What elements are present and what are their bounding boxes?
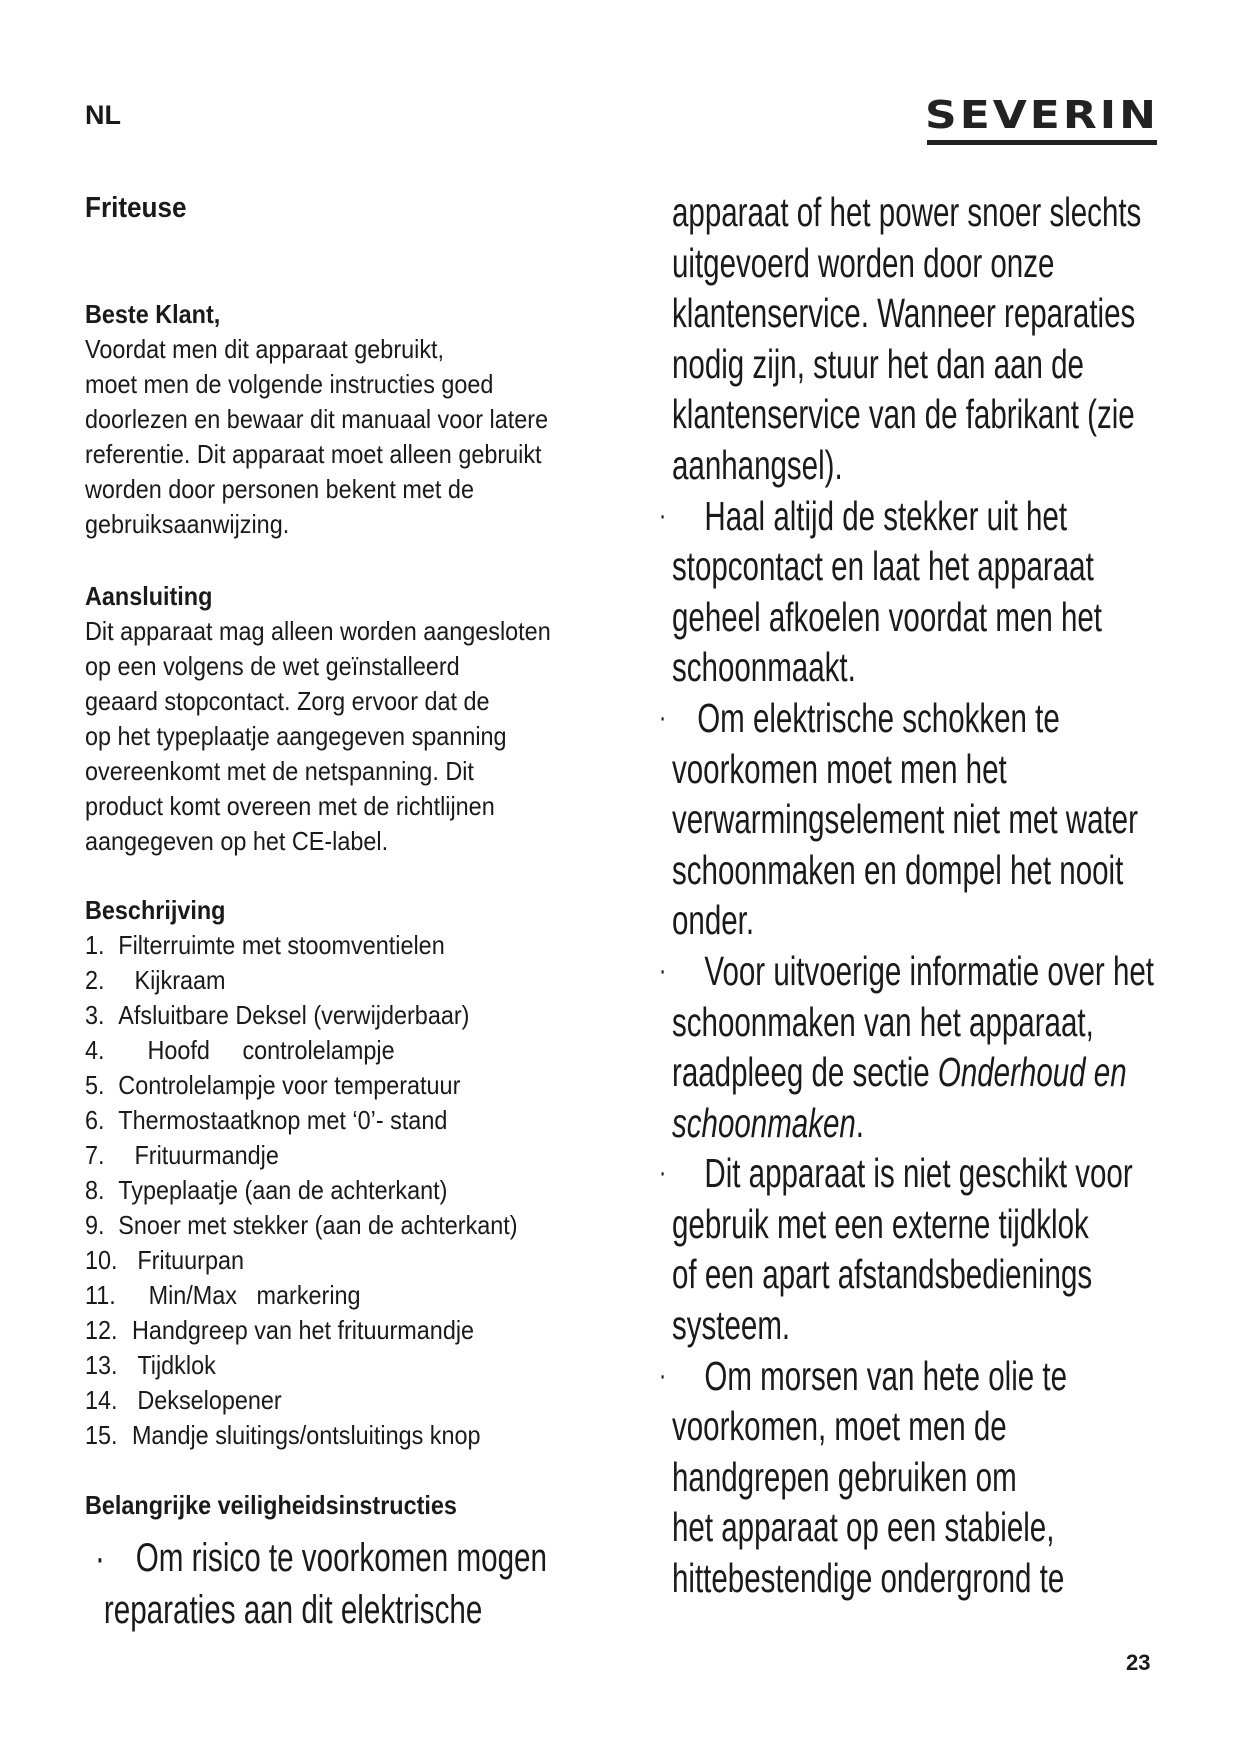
right-line: voorkomen moet men het — [672, 745, 1007, 792]
veiligheid-heading-wrap — [85, 1488, 457, 1523]
safety-left-text — [95, 1532, 547, 1636]
item-number: 13. — [85, 1350, 118, 1380]
greeting-section — [85, 297, 548, 542]
aansluiting-section — [85, 579, 551, 859]
language-code: NL — [85, 100, 121, 130]
right-line: klantenservice. Wanneer reparaties — [672, 290, 1136, 337]
bullet-icon: · — [659, 700, 667, 734]
right-line — [672, 1098, 1154, 1149]
item-text: Thermostaatknop met ‘0’- stand — [118, 1105, 448, 1135]
right-line: of een apart afstandsbedienings — [672, 1251, 1093, 1298]
aansluiting-line: aangegeven op het CE-label. — [85, 826, 389, 856]
item-text: Dekselopener — [137, 1385, 282, 1415]
greeting-heading: Beste Klant, — [85, 299, 221, 329]
item-number: 1. — [85, 930, 105, 960]
safety-line-text: Om risico te voorkomen mogen — [135, 1536, 547, 1580]
item-number: 11. — [85, 1280, 116, 1310]
item-number: 10. — [85, 1245, 118, 1275]
list-item — [85, 963, 518, 998]
section-reference: schoonmaken — [672, 1099, 856, 1146]
list-item — [85, 1173, 518, 1208]
parts-list — [85, 928, 518, 1453]
item-number: 15. — [85, 1420, 118, 1450]
beschrijving-heading: Beschrijving — [85, 895, 226, 925]
item-number: 7. — [85, 1140, 105, 1170]
right-column — [659, 187, 1155, 1604]
right-line: gebruik met een externe tijdklok — [672, 1200, 1089, 1247]
bullet-icon: · — [659, 1156, 667, 1190]
aansluiting-heading: Aansluiting — [85, 581, 213, 611]
page-number: 23 — [1126, 1650, 1151, 1675]
right-line: schoonmaken en dompel het nooit — [672, 846, 1124, 893]
aansluiting-line: geaard stopcontact. Zorg ervoor dat de — [85, 686, 490, 716]
safety-line — [95, 1532, 547, 1584]
item-text: Frituurmandje — [134, 1140, 279, 1170]
bullet-text: Dit apparaat is niet geschikt voor — [704, 1150, 1133, 1197]
greeting-line: referentie. Dit apparaat moet alleen gebruikt — [85, 439, 542, 469]
item-text: Filterruimte met stoomventielen — [118, 930, 445, 960]
item-text: Hoofd controlelampje — [134, 1035, 395, 1065]
item-text: Snoer met stekker (aan de achterkant) — [118, 1210, 518, 1240]
item-number: 2. — [85, 965, 105, 995]
bullet-icon: · — [659, 498, 667, 532]
bullet-text: Haal altijd de stekker uit het — [704, 492, 1068, 539]
list-item — [85, 1243, 518, 1278]
item-text: Min/Max markering — [135, 1280, 361, 1310]
right-line-text: . — [855, 1099, 865, 1146]
right-line: schoonmaken van het apparaat, — [672, 998, 1094, 1045]
right-line: schoonmaakt. — [672, 644, 856, 691]
list-item — [85, 1068, 518, 1103]
right-line: apparaat of het power snoer slechts — [672, 189, 1142, 235]
item-number: 12. — [85, 1315, 118, 1345]
item-number: 6. — [85, 1105, 105, 1135]
right-line: verwarmingselement niet met water — [672, 796, 1138, 843]
greeting-line: Voordat men dit apparaat gebruikt, — [85, 334, 445, 364]
right-line: systeem. — [672, 1302, 791, 1349]
right-line: voorkomen, moet men de — [672, 1403, 1007, 1450]
right-line: klantenservice van de fabrikant (zie — [672, 391, 1135, 438]
greeting-line: worden door personen bekent met de — [85, 474, 474, 504]
list-item — [85, 1138, 518, 1173]
item-text: Controlelampje voor temperatuur — [118, 1070, 461, 1100]
list-item — [85, 928, 518, 963]
list-item — [85, 1418, 518, 1453]
right-line: aanhangsel). — [672, 441, 843, 488]
item-text: Tijdklok — [137, 1350, 216, 1380]
list-item — [85, 1348, 518, 1383]
right-line: uitgevoerd worden door onze — [672, 239, 1055, 286]
bullet-text: Om elektrische schokken te — [697, 694, 1060, 741]
right-line: hittebestendige ondergrond te — [672, 1555, 1065, 1602]
greeting-line: gebruiksaanwijzing. — [85, 509, 290, 539]
bullet-text: Om morsen van hete olie te — [704, 1352, 1068, 1399]
bullet-icon: · — [659, 953, 667, 987]
list-item — [85, 1103, 518, 1138]
aansluiting-line: overeenkomt met de netspanning. Dit — [85, 756, 474, 786]
item-text: Kijkraam — [134, 965, 226, 995]
safety-bullet — [659, 1351, 1154, 1402]
item-number: 4. — [85, 1035, 105, 1065]
right-line: nodig zijn, stuur het dan aan de — [672, 340, 1084, 387]
right-line — [672, 1047, 1154, 1098]
item-number: 9. — [85, 1210, 105, 1240]
greeting-line: doorlezen en bewaar dit manuaal voor latere — [85, 404, 549, 434]
safety-bullet — [659, 693, 1154, 744]
safety-bullet — [659, 1148, 1154, 1199]
item-number: 5. — [85, 1070, 105, 1100]
safety-bullet — [659, 946, 1155, 997]
brand-logo: SEVERIN — [925, 93, 1159, 138]
veiligheid-heading: Belangrijke veiligheidsinstructies — [85, 1490, 457, 1520]
list-item — [85, 1278, 518, 1313]
bullet-icon: · — [659, 1358, 667, 1392]
list-item — [85, 998, 518, 1033]
right-line: stopcontact en laat het apparaat — [672, 543, 1094, 590]
right-line: handgrepen gebruiken om — [672, 1453, 1017, 1500]
aansluiting-line: product komt overeen met de richtlijnen — [85, 791, 495, 821]
item-text: Afsluitbare Deksel (verwijderbaar) — [118, 1000, 470, 1030]
logo-underline — [927, 140, 1157, 145]
item-number: 8. — [85, 1175, 105, 1205]
aansluiting-line: Dit apparaat mag alleen worden aangesloten — [85, 616, 551, 646]
item-text: Frituurpan — [137, 1245, 244, 1275]
aansluiting-line: op het typeplaatje aangegeven spanning — [85, 721, 507, 751]
item-text: Handgreep van het frituurmandje — [131, 1315, 475, 1345]
aansluiting-line: op een volgens de wet geïnstalleerd — [85, 651, 460, 681]
right-line: onder. — [672, 897, 755, 944]
right-line-text: raadpleeg de sectie — [672, 1049, 938, 1096]
list-item — [85, 1208, 518, 1243]
right-line: geheel afkoelen voordat men het — [672, 593, 1102, 640]
safety-bullet — [659, 491, 1154, 542]
safety-line: reparaties aan dit elektrische — [103, 1588, 483, 1632]
item-number: 3. — [85, 1000, 105, 1030]
item-text: Mandje sluitings/ontsluitings knop — [131, 1420, 481, 1450]
item-number: 14. — [85, 1385, 118, 1415]
list-item — [85, 1313, 518, 1348]
section-reference: Onderhoud en — [937, 1049, 1127, 1096]
page-title: Friteuse — [85, 192, 187, 224]
greeting-line: moet men de volgende instructies goed — [85, 369, 494, 399]
item-text: Typeplaatje (aan de achterkant) — [118, 1175, 448, 1205]
bullet-icon: · — [95, 1536, 105, 1580]
beschrijving-section — [85, 893, 518, 1453]
list-item — [85, 1383, 518, 1418]
bullet-text: Voor uitvoerige informatie over het — [704, 947, 1155, 994]
list-item — [85, 1033, 518, 1068]
right-line: het apparaat op een stabiele, — [672, 1504, 1055, 1551]
